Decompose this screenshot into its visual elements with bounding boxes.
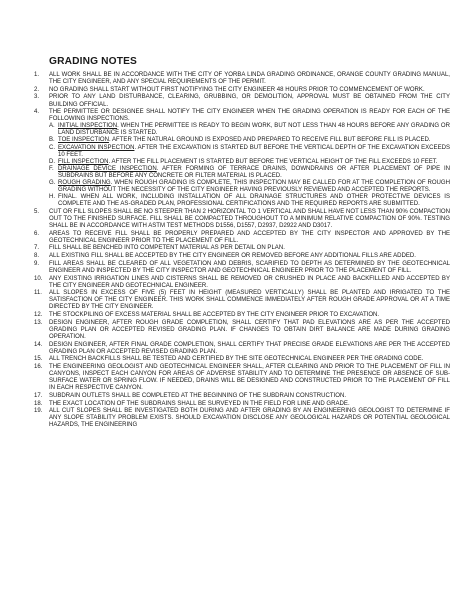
inspection-letter: C. — [49, 144, 56, 151]
note-item — [34, 72, 450, 86]
note-number: 19. — [34, 408, 43, 415]
grading-notes-list — [34, 72, 450, 430]
inspection-item — [49, 166, 450, 180]
note-number: 4. — [34, 109, 40, 116]
note-item — [34, 290, 450, 311]
inspection-letter: F. — [49, 165, 54, 172]
note-text: CUT OR FILL SLOPES SHALL BE NO STEEPER THAN 2 HORIZONTAL TO 1 VERTICAL AND SHALL HAVE NOT LESS THAN 90% COMPACTION OUT TO THE FINISHED SURFACE. FILL SHALL BE COMPACTED THROUGHOUT TO A MINIMUM RELATIVE COMPACTION OF 90%. TESTING SHALL BE IN ACCORDANCE WITH ASTM TEST METHODS D1556, D1557, D2937, D2922 AND D3017. — [49, 208, 450, 230]
note-number: 7. — [34, 245, 40, 252]
note-item — [34, 87, 450, 94]
note-number: 14. — [34, 341, 43, 348]
inspection-letter: H. — [49, 194, 56, 201]
inspection-term: INITIAL INSPECTION — [58, 123, 118, 130]
note-item — [34, 393, 450, 400]
note-number: 18. — [34, 400, 43, 407]
note-item — [34, 231, 450, 245]
inspection-item — [49, 180, 450, 194]
note-number: 11. — [34, 290, 42, 297]
inspection-text: . AFTER FORMING OF TERRACE DRAINS, DOWNDRAINS OR AFTER PLACEMENT OF PIPE IN SUBDRAINS BUT BEFORE ANY CONCRETE OR FILTER MATERIAL IS PLACED. — [58, 165, 450, 179]
note-text: DESIGN ENGINEER, AFTER ROUGH GRADE COMPLETION, SHALL CERTIFY THAT PAD ELEVATIONS ARE AS PER THE ACCEPTED GRADING PLAN OR ACCEPTED REVISED GRADING PLAN. IF CHANGES TO OBTAIN DIRT BALANCE ARE MADE DURING GRADING OPERATION. — [49, 319, 450, 340]
note-text: ANY EXISTING IRRIGATION LINES AND CISTERNS SHALL BE REMOVED OR CRUSHED IN PLACE AND BACKFILLED AND ACCEPTED BY THE CITY ENGINEER AND GEOTECHNICAL ENGINEER. — [49, 275, 450, 289]
inspection-term: DRAINAGE DEVICE INSPECTION — [58, 165, 157, 172]
note-item — [34, 401, 450, 408]
note-item — [34, 209, 450, 230]
note-item — [34, 253, 450, 260]
note-text: ALL CUT SLOPES SHALL BE INVESTIGATED BOTH DURING AND AFTER GRADING BY AN ENGINEERING GEOLOGIST TO DETERMINE IF ANY SLOPE STABILITY PROBLEM EXISTS. SHOULD EXCAVATION DISCLOSE ANY GEOLOGICAL HAZARDS OR POTENTIAL GEOLOGICAL HAZARDS, THE ENGINEERING — [49, 408, 450, 429]
note-number: 1. — [34, 72, 40, 78]
note-text: AREAS TO RECEIVE FILL SHALL BE PROPERLY PREPARED AND ACCEPTED BY THE CITY INSPECTOR AND APPROVED BY THE GEOTECHNICAL ENGINEER PRIOR TO THE PLACEMENT OF FILL. — [49, 230, 450, 244]
inspection-item — [49, 137, 450, 144]
note-text: ALL WORK SHALL BE IN ACCORDANCE WITH THE CITY OF YORBA LINDA GRADING ORDINANCE, ORANGE COUNTY GRADING MANUAL, THE CITY ENGINEER, AND ANY SPECIAL REQUIREMENTS OF THE PERMIT. — [49, 72, 450, 86]
note-text: ALL EXISTING FILL SHALL BE ACCEPTED BY THE CITY ENGINEER OR REMOVED BEFORE ANY ADDITIONAL FILLS ARE ADDED. — [49, 253, 416, 260]
note-item — [34, 245, 450, 252]
inspection-text: FINAL. WHEN ALL WORK, INCLUDING INSTALLATION OF ALL DRAINAGE STRUCTURES AND OTHER PROTECTIVE DEVICES IS COMPLETE AND THE AS-GRADED PLAN, PROFESSIONAL CERTIFICATIONS AND THE REQUIRED REPORTS ARE SUBMITTED. — [58, 194, 450, 208]
inspection-letter: B. — [49, 137, 55, 144]
inspection-term: TOE INSPECTION — [58, 137, 109, 144]
inspection-term: EXCAVATION INSPECTION — [58, 144, 135, 151]
note-item — [34, 342, 450, 356]
note-text: FILL AREAS SHALL BE CLEARED OF ALL VEGETATION AND DEBRIS, SCARIFIED TO DEPTH AS DETERMINED BY THE GEOTECHNICAL ENGINEER AND INSPECTED BY THE CITY INSPECTOR AND GEOTECHNICAL ENGINEER PRIOR TO THE PLACEMENT OF FILL. — [49, 260, 450, 274]
note-item — [34, 109, 450, 208]
note-text: THE STOCKPILING OF EXCESS MATERIAL SHALL BE ACCEPTED BY THE CITY ENGINEER PRIOR TO EXCAVATION. — [49, 312, 380, 319]
note-number: 2. — [34, 86, 40, 93]
inspection-text: . AFTER THE EXCAVATION IS STARTED BUT BEFORE THE VERTICAL DEPTH OF THE EXCAVATION EXCEEDS 10 FEET. — [58, 144, 450, 158]
inspection-item — [49, 194, 450, 208]
note-text: PRIOR TO ANY LAND DISTURBANCE, CLEARING, GRUBBING, OR DEMOLITION, APPROVAL MUST BE OBTAINED FROM THE CITY BUILDING OFFICIAL. — [49, 94, 450, 108]
note-number: 6. — [34, 230, 40, 237]
note-text: SUBDRAIN OUTLETS SHALL BE COMPLETED AT THE BEGINNING OF THE SUBDRAIN CONSTRUCTION. — [49, 392, 347, 399]
inspection-item — [49, 145, 450, 159]
inspection-letter: A. — [49, 123, 55, 130]
inspection-text: . WHEN THE PERMITTEE IS READY TO BEGIN WORK, BUT NOT LESS THAN 48 HOURS BEFORE ANY GRADING OR LAND DISTURBANCE IS STARTED. — [58, 123, 450, 137]
note-number: 13. — [34, 319, 43, 326]
note-text: ALL TRENCH BACKFILLS SHALL BE TESTED AND CERTIFIED BY THE SITE GEOTECHNICAL ENGINEER PER THE GRADING CODE. — [49, 356, 424, 363]
note-number: 17. — [34, 392, 43, 399]
note-number: 9. — [34, 260, 40, 267]
note-number: 10. — [34, 275, 43, 282]
inspection-item — [49, 123, 450, 137]
note-item — [34, 320, 450, 341]
page-title: GRADING NOTES — [49, 56, 137, 67]
note-number: 3. — [34, 94, 40, 101]
note-text: ALL SLOPES IN EXCESS OF FIVE (5) FEET IN HEIGHT (MEASURED VERTICALLY) SHALL BE PLANTED AND IRRIGATED TO THE SATISFACTION OF THE CITY ENGINEER. THIS WORK SHALL COMMENCE IMMEDIATELY AFTER ROUGH GRADE APPROVAL OR AT A TIME DIRECTED BY THE CITY ENGINEER. — [49, 290, 450, 311]
note-text: THE PERMITTEE OR DESIGNEE SHALL NOTIFY THE CITY ENGINEER WHEN THE GRADING OPERATION IS READY FOR EACH OF THE FOLLOWING INSPECTIONS. — [49, 109, 450, 123]
note-text: THE ENGINEERING GEOLOGIST AND GEOTECHNICAL ENGINEER SHALL, AFTER CLEARING AND PRIOR TO THE PLACEMENT OF FILL IN CANYONS, INSPECT EACH CANYON FOR AREAS OF ADVERSE STABILITY AND TO DETERMINE THE PRESENCE OR ABSENCE OF SUB-SURFACE WATER OR SPRING FLOW. IF NEEDED, DRAINS WILL BE DESIGNED AND CONSTRUCTED PRIOR TO THE PLACEMENT OF FILL IN EACH RESPECTIVE CANYON. — [49, 364, 450, 392]
inspection-text: . WHEN ROUGH GRADING IS COMPLETE, THIS INSPECTION MAY BE CALLED FOR AT THE COMPLETION OF ROUGH GRADING WITHOUT THE NECESSITY OF THE CITY ENGINEER HAVING PREVIOUSLY REVIEWED AND ACCEPTED THE REPORTS. — [58, 179, 450, 194]
inspection-term: ROUGH GRADING — [58, 179, 111, 186]
note-text: NO GRADING SHALL START WITHOUT FIRST NOTIFYING THE CITY ENGINEER 48 HOURS PRIOR TO COMMENCEMENT OF WORK. — [49, 86, 425, 93]
note-item — [34, 312, 450, 319]
inspection-item — [49, 159, 450, 166]
inspection-sublist — [49, 123, 450, 208]
note-number: 5. — [34, 208, 40, 215]
note-item — [34, 94, 450, 108]
note-item — [34, 261, 450, 275]
inspection-letter: D. — [49, 158, 56, 165]
inspection-text: . AFTER THE FILL PLACEMENT IS STARTED BUT BEFORE THE VERTICAL HEIGHT OF THE FILL EXCEEDS 10 FEET. — [108, 158, 438, 165]
note-item — [34, 356, 450, 363]
note-text: DESIGN ENGINEER, AFTER FINAL GRADE COMPLETION, SHALL CERTIFY THAT PRECISE GRADE ELEVATIONS ARE PER THE ACCEPTED GRADING PLAN OR ACCEPTED REVISED GRADING PLAN. — [49, 341, 450, 355]
note-item — [34, 364, 450, 392]
note-item — [34, 276, 450, 290]
inspection-term: FILL INSPECTION — [58, 158, 109, 165]
note-text: THE EXACT LOCATION OF THE SUBDRAINS SHALL BE SURVEYED IN THE FIELD FOR LINE AND GRADE. — [49, 400, 350, 407]
note-number: 12. — [34, 312, 43, 319]
note-text: FILL SHALL BE BENCHED INTO COMPETENT MATERIAL AS PER DETAIL ON PLAN. — [49, 245, 285, 252]
inspection-text: . AFTER THE NATURAL GROUND IS EXPOSED AND PREPARED TO RECEIVE FILL BUT BEFORE FILL IS PLACED. — [108, 137, 431, 144]
inspection-letter: G. — [49, 179, 56, 186]
note-number: 16. — [34, 364, 43, 371]
note-number: 8. — [34, 253, 40, 260]
note-item — [34, 408, 450, 429]
note-number: 15. — [34, 356, 43, 363]
